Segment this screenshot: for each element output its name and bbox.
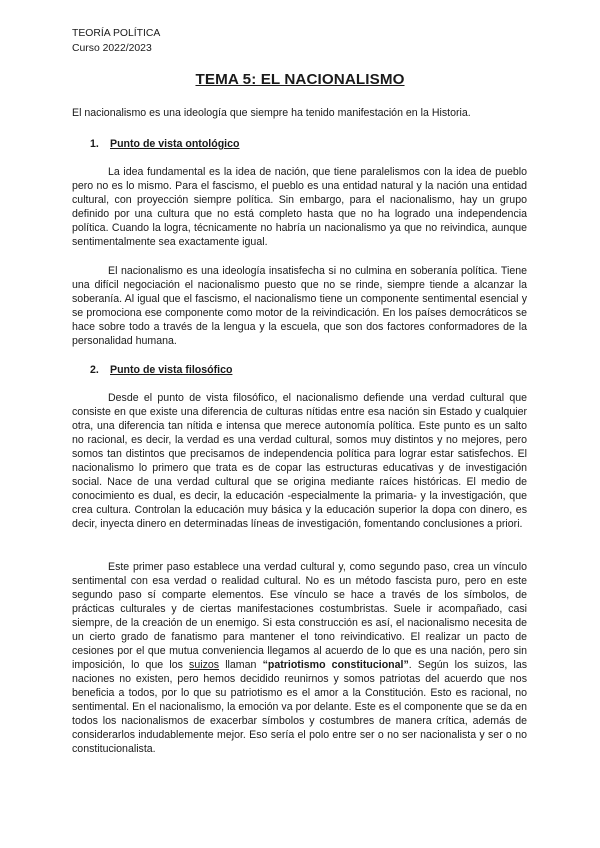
text-run: Este primer paso establece una verdad cultural y, como segundo paso, crea un vínculo sentimental con esa verdad o realidad cultural. No es un método fascista puro, pero en este segundo paso sí comparte elementos. Ese vínculo se hace a través de los símbolos, de prácticas culturales y de ciertas manifestaciones costumbristas. Suele ir acompañado, casi siempre, de la creación de un enemigo. Si esta construcción es así, el nacionalismo necesita de un cierto grado de fanatismo para mantener el tono reivindicativo. El realizar un pacto de cesiones por el que mutua conveniencia llegamos al acuerdo de lo que es una nación, pero sin imposición, lo que los	[72, 561, 527, 671]
underlined-term: suizos	[189, 659, 220, 671]
bold-term: “patriotismo constitucional”	[262, 659, 409, 671]
section-heading-text: Punto de vista filosófico	[110, 364, 233, 376]
page-title: TEMA 5: EL NACIONALISMO	[195, 71, 405, 88]
section-heading-2	[90, 363, 232, 377]
section-heading-1	[90, 137, 239, 151]
paragraph: La idea fundamental es la idea de nación, que tiene paralelismos con la idea de pueblo pero no es lo mismo. Para el fascismo, el pueblo es una entidad natural y la nación una entidad cultural, con proyección siempre política. Sin embargo, para el nacionalismo, hay un grupo definido por una cultura que no está completo hasta que no ha logrado una independencia política. Cuando la logra, técnicamente no habría un nacionalismo ya que no reivindica, aunque sentimentalmente sea exactamente igual.	[72, 166, 527, 248]
section-heading-text: Punto de vista ontológico	[110, 138, 240, 150]
text-run: . Según los suizos, las naciones no existen, pero hemos decidido reunirnos y somos patriotas del acuerdo que nos beneficia a todos, por lo que su patriotismo es el amor a la Constitución. Esto es racional, no sentimental. En el nacionalismo, la emoción va por delante. Este es el componente que se da en todos los nacionalismos de exacerbar símbolos y costumbres de manera crítica, además de considerarlos indudablemente mejor. Eso sería el polo entre ser o no ser nacionalista y ser o no constitucionalista.	[72, 659, 528, 755]
subject-label: TEORÍA POLÍTICA	[72, 28, 161, 39]
text-run: llaman	[219, 659, 263, 671]
intro-paragraph: El nacionalismo es una ideología que siempre ha tenido manifestación en la Historia.	[72, 107, 471, 119]
section-number: 2.	[90, 364, 99, 376]
paragraph: Desde el punto de vista filosófico, el nacionalismo defiende una verdad cultural que consiste en que existe una diferencia de culturas nítidas entre esa nación sin Estado y cualquier otra, una diferencia tan nítida e intensa que merece autonomía política. Este punto es un salto no racional, es decir, la verdad es una verdad cultural, somos muy distintos y no mejores, pero somos tan distintos que precisamos de independencia política para lograr estar satisfechos. El nacionalismo lo primero que trata es de copar las estructuras educativas y de investigación social. Nace de una verdad cultural que se origina mediante raíces históricas. El medio de conocimiento es dual, es decir, la educación -especialmente la primaria- y la investigación, que crea cultura. Controlan la educación muy básica y la educación superior la dopa con dinero, es decir, inyecta dinero en determinadas líneas de investigación, fomentando conclusiones a priori.	[72, 392, 527, 530]
paragraph	[72, 560, 527, 756]
document-header	[72, 27, 160, 56]
course-label: Curso 2022/2023	[72, 42, 152, 54]
paragraph: El nacionalismo es una ideología insatisfecha si no culmina en soberanía política. Tiene una difícil negociación el nacionalismo puesto que no se rinde, siempre tiende a alcanzar la soberanía. Al igual que el fascismo, el nacionalismo tiene un componente sentimental esencial y se promociona ese componente como motor de la reivindicación. En los países democráticos se hace sobre todo a través de la lengua y la escuela, que son dos factores conformadores de la personalidad humana.	[72, 265, 527, 347]
section-number: 1.	[90, 138, 99, 150]
